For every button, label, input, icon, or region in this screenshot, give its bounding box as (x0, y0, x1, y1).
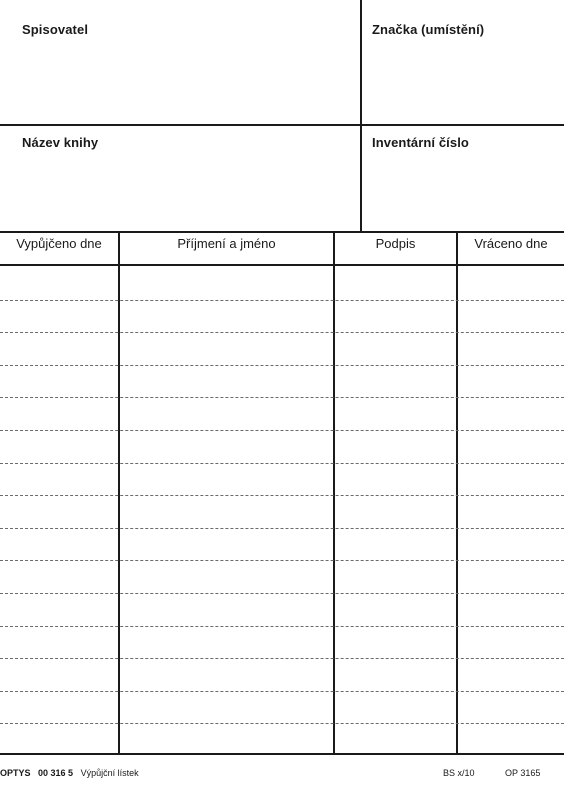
table-row-line (0, 300, 564, 301)
footer-left (0, 768, 139, 778)
footer-code: 00 316 5 (38, 768, 74, 778)
table-row-line (0, 365, 564, 366)
header-divider-horizontal (0, 124, 564, 126)
title-field-label: Název knihy (22, 135, 99, 150)
footer-edition: BS x/10 (443, 768, 475, 778)
footer-form-name: Výpůjční lístek (80, 768, 139, 778)
column-divider-3 (456, 232, 458, 754)
header-divider-vertical (360, 0, 362, 232)
table-row-line (0, 528, 564, 529)
column-divider-1 (118, 232, 120, 754)
table-row-line (0, 397, 564, 398)
footer-op-code: OP 3165 (505, 768, 541, 778)
table-row-line (0, 723, 564, 724)
table-row-line (0, 430, 564, 431)
table-bottom-border (0, 753, 564, 755)
table-row-line (0, 626, 564, 627)
table-top-border (0, 231, 564, 233)
location-field-label: Značka (umístění) (372, 22, 485, 37)
table-row-line (0, 332, 564, 333)
col-header-signature: Podpis (375, 236, 416, 251)
col-header-returned-date: Vráceno dne (474, 236, 548, 251)
table-row-line (0, 463, 564, 464)
table-header-underline (0, 264, 564, 266)
col-header-borrowed-date: Vypůjčeno dne (16, 236, 102, 251)
table-row-line (0, 658, 564, 659)
inventory-field-label: Inventární číslo (372, 135, 469, 150)
column-divider-2 (333, 232, 335, 754)
table-row-line (0, 495, 564, 496)
footer-brand: OPTYS (0, 768, 31, 778)
table-row-line (0, 593, 564, 594)
table-row-line (0, 691, 564, 692)
col-header-name: Příjmení a jméno (177, 236, 276, 251)
author-field-label: Spisovatel (22, 22, 89, 37)
table-row-line (0, 560, 564, 561)
